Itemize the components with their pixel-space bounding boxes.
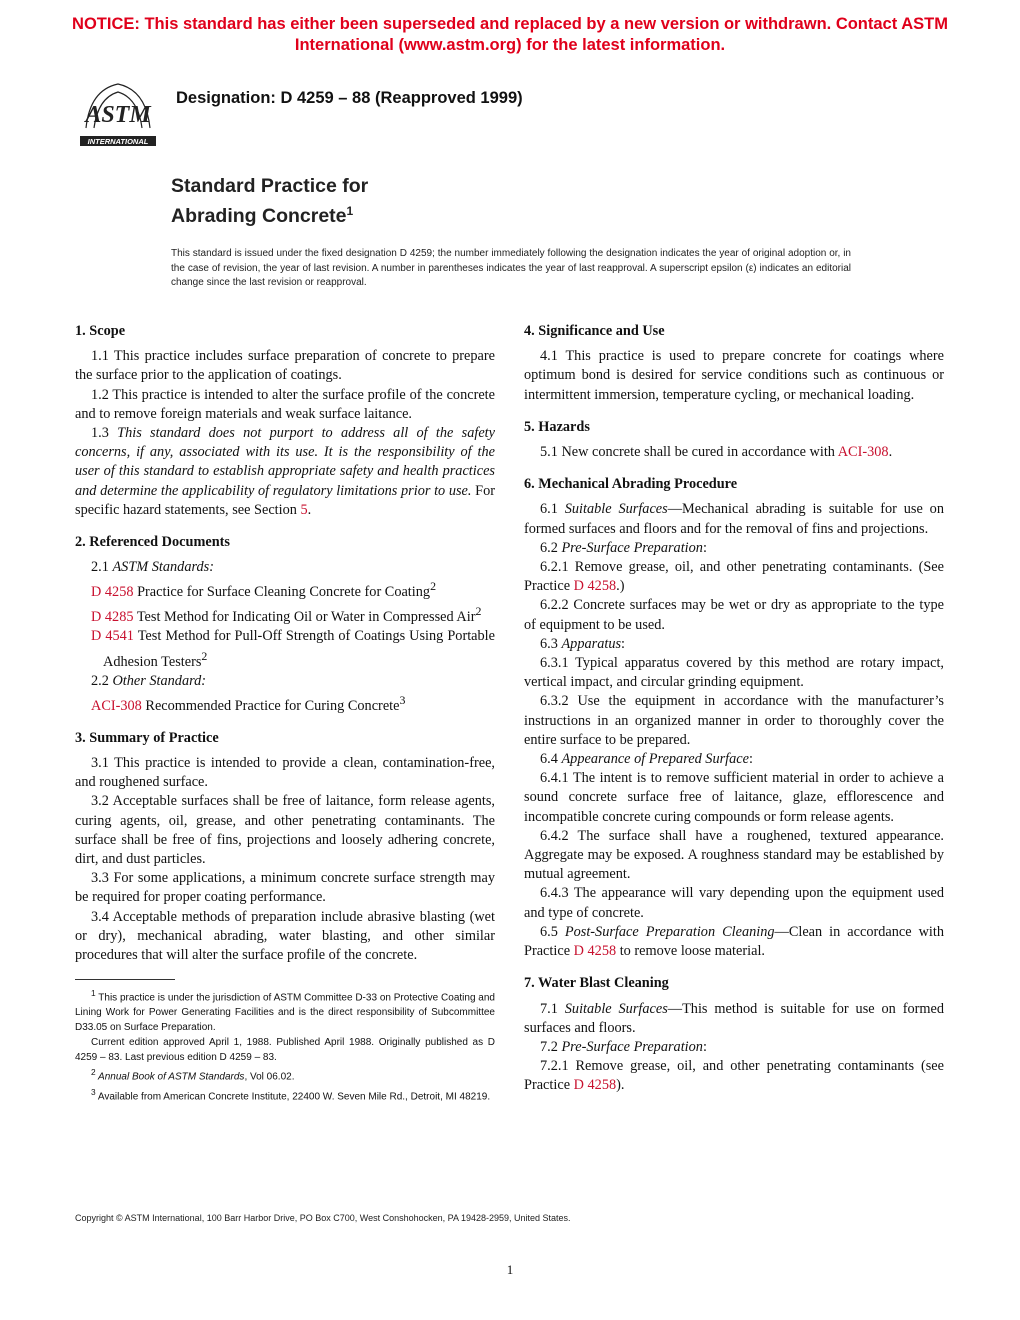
paragraph: 6.3 Apparatus: (540, 635, 626, 652)
page-number: 1 (506, 1262, 514, 1277)
footnote-divider (75, 979, 175, 980)
paragraph: 6.2 Pre-Surface Preparation: (540, 539, 707, 556)
notice-banner (0, 14, 1020, 56)
reference-link[interactable]: D 4285 (91, 609, 134, 626)
paragraph: 7.1 Suitable Surfaces—This method is suitable for use on formed surfaces and floors. (524, 1000, 944, 1036)
reference-link[interactable]: D 4258 (91, 584, 134, 601)
section-heading: 3. Summary of Practice (75, 729, 219, 746)
section-heading: 5. Hazards (524, 418, 590, 435)
section-water-blast (524, 974, 944, 1095)
footnote: Current edition approved April 1, 1988. Published April 1988. Originally published as D 4259 – 83. Last previous edition D 4259 – 83. (75, 1037, 495, 1064)
reference-link[interactable]: ACI-308 (91, 697, 142, 714)
paragraph: 1.1 This practice includes surface preparation of concrete to prepare the surface prior to the application of coatings. (75, 348, 495, 384)
section-heading: 7. Water Blast Cleaning (524, 975, 669, 992)
section-referenced-documents (75, 533, 495, 716)
reference-link[interactable]: D 4258 (573, 1077, 617, 1094)
paragraph: 2.2 Other Standard: (91, 672, 207, 689)
paragraph: 6.1 Suitable Surfaces—Mechanical abrading is suitable for use on formed surfaces and floors and for the removal of fins and projections. (524, 501, 944, 537)
section-heading: 2. Referenced Documents (75, 534, 230, 551)
title-line-2: Abrading Concrete$^1$ (171, 204, 354, 227)
footnotes (75, 986, 495, 1104)
section-significance (524, 322, 944, 405)
section-heading: 6. Mechanical Abrading Procedure (524, 476, 738, 493)
paragraph: 6.5 Post-Surface Preparation Cleaning—Clean in accordance with Practice D 4258 to remove loose material. (524, 923, 944, 960)
paragraph: 1.3 This standard does not purport to address all of the safety concerns, if any, associated with its use. It is the responsibility of the user of this standard to establish appropriate safety and health practices and determine the applicability of regulatory limitations prior to use. For specific hazard statements, see Section 5. (75, 425, 495, 518)
footnote: $^2$ Annual Book of ASTM Standards, Vol 06.02. (91, 1067, 295, 1083)
section-summary (75, 729, 495, 965)
reference-item: ACI-308 Recommended Practice for Curing Concrete$^3$ (91, 692, 406, 714)
paragraph: 6.4.3 The appearance will vary depending upon the equipment used and type of concrete. (524, 885, 944, 921)
paragraph: 2.1 ASTM Standards: (91, 559, 214, 576)
reference-link[interactable]: D 4258 (573, 943, 617, 960)
astm-logo-icon (76, 76, 160, 150)
paragraph: 1.2 This practice is intended to alter the surface profile of the concrete and to remove foreign materials and weak surface laitance. (75, 386, 495, 422)
copyright: Copyright © ASTM International, 100 Barr Harbor Drive, PO Box C700, West Conshohocken, PA 19428-2959, United States. (75, 1213, 571, 1223)
section-link[interactable]: 5 (300, 501, 308, 518)
paragraph: 6.2.1 Remove grease, oil, and other penetrating contaminants. (See Practice D 4258.) (524, 559, 944, 595)
designation: Designation: D 4259 – 88 (Reapproved 1999) (176, 89, 523, 107)
section-heading: 4. Significance and Use (524, 323, 665, 339)
logo-text: ASTM (85, 102, 151, 128)
reference-link[interactable]: D 4541 (91, 628, 134, 645)
paragraph: 7.2 Pre-Surface Preparation: (540, 1038, 707, 1055)
paragraph: 5.1 New concrete shall be cured in accordance with ACI-308. (540, 444, 893, 461)
title-footnote-ref: 1 (346, 204, 354, 218)
paragraph: 6.4.2 The surface shall have a roughened, textured appearance. Aggregate may be exposed. A roughness standard may be established by mutual agreement. (524, 827, 944, 883)
footnote: $^3$ Available from American Concrete Institute, 22400 W. Seven Mile Rd., Detroit, MI 48219. (91, 1086, 491, 1103)
section-hazards (524, 418, 944, 462)
reference-item: D 4258 Practice for Surface Cleaning Concrete for Coating$^2$ (91, 579, 437, 601)
page-title (171, 174, 368, 229)
reference-item: D 4285 Test Method for Indicating Oil or Water in Compressed Air$^2$ (91, 604, 482, 626)
title-line-1: Standard Practice for (171, 175, 369, 197)
paragraph: 6.3.1 Typical apparatus covered by this method are rotary impact, vertical impact, and circular grinding equipment. (524, 655, 944, 691)
section-scope (75, 322, 495, 520)
logo-subtext: INTERNATIONAL (87, 137, 149, 146)
notice-line-1: NOTICE: This standard has either been superseded and replaced by a new version or withdrawn. Contact ASTM (72, 15, 948, 33)
paragraph: 6.2.2 Concrete surfaces may be wet or dry as appropriate to the type of equipment to be used. (524, 597, 944, 633)
paragraph: 6.3.2 Use the equipment in accordance with the manufacturer’s instructions in an organized manner in order to thoroughly cover the entire surface to be prepared. (524, 693, 944, 748)
paragraph: 3.3 For some applications, a minimum concrete surface strength may be required for proper coating performance. (75, 870, 495, 906)
paragraph: 6.4 Appearance of Prepared Surface: (540, 751, 753, 768)
notice-line-2: International (www.astm.org) for the latest information. (294, 36, 726, 54)
section-heading: 1. Scope (75, 323, 126, 339)
paragraph: 3.2 Acceptable surfaces shall be free of laitance, form release agents, curing agents, oil, grease, and other penetrating contaminants. The surface shall be free of fins, projections and loosely adhering concrete, dirt, and dust particles. (75, 793, 495, 867)
paragraph: 6.4.1 The intent is to remove sufficient material in order to achieve a sound concrete surface free of laitance, glaze, efflorescence and incompatible concrete curing compounds or form release agents. (524, 770, 944, 825)
left-column (75, 322, 495, 1104)
section-mechanical-abrading (524, 475, 944, 961)
reference-link[interactable]: ACI-308 (837, 444, 889, 461)
right-column (524, 322, 944, 1109)
paragraph: 3.4 Acceptable methods of preparation include abrasive blasting (wet or dry), mechanical abrading, water blasting, and other similar procedures that will alter the surface profile of the concrete. (75, 908, 495, 963)
paragraph: 7.2.1 Remove grease, oil, and other penetrating contaminants (see Practice D 4258). (524, 1058, 944, 1094)
reference-item: D 4541 Test Method for Pull-Off Strength of Coatings Using Portable Adhesion Testers$^2$ (91, 628, 495, 670)
reference-link[interactable]: D 4258 (573, 578, 617, 595)
issue-note: This standard is issued under the fixed designation D 4259; the number immediately following the designation indicates the year of original adoption or, in the case of revision, the year of last revision. A number in parentheses indicates the year of last reapproval. A superscript epsilon (ε) indicates an editorial change since the last revision or reapproval. (171, 248, 851, 289)
paragraph: 4.1 This practice is used to prepare concrete for coatings where optimum bond is desired for service conditions such as continuous or intermittent immersion, temperature cycling, or mechanical loading. (524, 348, 944, 403)
footnote: $^1$ This practice is under the jurisdiction of ASTM Committee D-33 on Protective Coating and Lining Work for Power Generating Facilities and is the direct responsibility of Subcommittee D33.05 on Surface Preparation. (75, 988, 495, 1034)
paragraph: 3.1 This practice is intended to provide a clean, contamination-free, and roughened surface. (75, 754, 495, 791)
